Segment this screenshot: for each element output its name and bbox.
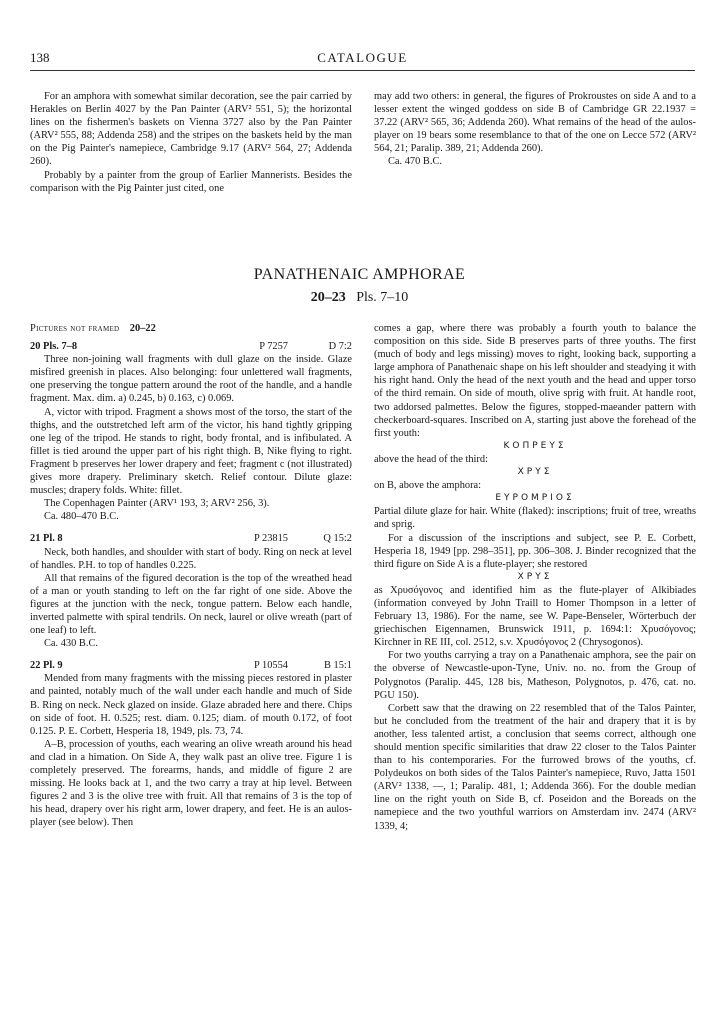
entry-label: 21 Pl. 8 (30, 533, 63, 545)
section-subtitle (0, 290, 719, 306)
inscription: ΚΟΠΡΕΥΣ (503, 440, 567, 451)
running-title: CATALOGUE (317, 50, 408, 65)
group-range: 20–22 (129, 323, 156, 334)
paragraph: Mended from many fragments with the missing pieces restored in plaster and painted, notably much of the wall under each handle and much of Side B. Ring on neck. Neck glazed on inside. Glaze abraded here and there. Chips on side of foot. H. 0.525; rest. diam. 0.125; diam. of mouth 0.172, of foot 0.125. P. E. Corbett, Hesperia 18, 1949, pls. 73, 74. (30, 673, 352, 737)
running-head (30, 50, 695, 71)
paragraph: For a discussion of the inscriptions and subject, see P. E. Corbett, Hesperia 18, 1949 [pp. 298–351], pp. 306–308. J. Binder recognized that the third figure on Side A is a flute-player; she restored (374, 532, 696, 570)
deposit: B 15:1 (323, 660, 352, 672)
top-left-column (30, 90, 352, 195)
paragraph: as Χρυσόγονος and identified him as the flute-player of Alkibiades (information conveyed by John Traill to Homer Thompson in a letter of February 13, 1986). For the name, see W. Pape-Benseler, Wörterbuch der griechischen Eigennamen, Brunswick 1911, p. 1694:1: Χρυσόγονος; Kirchner in RE III, col. 2512, s.v. Χρυσόγονος 2 (Chrysogonos). (374, 584, 696, 649)
date-line: Ca. 470 B.C. (388, 156, 442, 168)
inventory-number: P 23815 (254, 533, 288, 545)
paragraph: Probably by a painter from the group of Earlier Mannerists. Besides the comparison with the Pig Painter just cited, one (30, 169, 352, 194)
section-title: PANATHENAIC AMPHORAE (253, 266, 466, 283)
paragraph: comes a gap, where there was probably a fourth youth to balance the composition on this side. Side B preserves parts of three youths. The first (much of body and legs missing) moves to right, looking back, supporting a large amphora of Panathenaic shape on his left shoulder and steadying it with his right hand. Only the head of the next youth and the head and upper torso of the third remain. On side of mouth, olive sprig with fruit. At handle root, two addorsed palmettes. Below the figures, stopped-maeander pattern with checkerboard-squares. Inscribed on A, starting just above the forehead of the first youth: (374, 323, 696, 439)
entry-label: 20 Pls. 7–8 (30, 341, 78, 353)
group-heading (30, 322, 352, 335)
inventory-number: P 10554 (254, 660, 288, 672)
paragraph: A–B, procession of youths, each wearing an olive wreath around his head and clad in a himation. On Side A, they walk past an olive tree. Figure 1 is completely preserved. The forearms, hands, and middle of figure 2 are missing. He looks back at 1, and the two carry a tray at hip level. Between figures 2 and 3 is the olive tree with fruit. All that remains of 3 is the top of his head, drapery over his right arm, lower drapery, and feet. He is an aulos-player (see below). Then (30, 738, 352, 829)
group-heading-text: Pictures not framed (30, 323, 120, 334)
right-column (374, 322, 696, 833)
inscription: ΧΡΥΣ (517, 467, 553, 478)
inventory-number: P 7257 (259, 341, 288, 353)
deposit: D 7:2 (328, 341, 352, 353)
paragraph: Neck, both handles, and shoulder with start of body. Ring on neck at level of handles. P.H. to top of handles 0.225. (30, 546, 352, 571)
paragraph: For an amphora with somewhat similar decoration, see the pair carried by Herakles on Berlin 4027 by the Pan Painter (ARV² 551, 5); the horizontal lines on the fishermen's baskets on Vienna 3727 also by the Pan Painter (ARV² 555, 88; Addenda 258) and the stripes on the baskets held by the man on the Pig Painter's namepiece, Cambridge 9.17 (ARV² 564, 27; Addenda 260). (30, 91, 352, 168)
paragraph: may add two others: in general, the figures of Prokroustes on side A and to a lesser extent the winged goddess on side B of Cambridge GR 22.1937 = 37.22 (ARV² 565, 36; Addenda 260). What remains of the head of the aulos-player on 19 bears some resemblance to that of the one on Lecce 572 (ARV² 564, 21; Paralip. 389, 21; Addenda 260). (374, 91, 696, 155)
top-right-column (374, 90, 696, 169)
date-line: Ca. 430 B.C. (44, 638, 98, 650)
paragraph: above the head of the third: (374, 453, 488, 465)
section-range: 20–23 (310, 290, 346, 305)
page-number: 138 (30, 50, 50, 65)
section-plates: Pls. 7–10 (356, 290, 409, 305)
paragraph: Three non-joining wall fragments with dull glaze on the inside. Glaze misfired greenish in places. Also belonging: four unlettered wall fragments, one preserving the tongue pattern around the root of the handle, and a handle fragment. Max. dim. a) 0.245, b) 0.163, c) 0.069. (30, 354, 352, 405)
paragraph: All that remains of the figured decoration is the top of the wreathed head of a man or youth standing to left on the far right of one side. Above the figures at the junction with the neck, tongue pattern. Below each handle, inverted palmette with spiral tendrils. On neck, laurel or olive wreath (part of one leaf) to left. (30, 572, 352, 637)
entry-label: 22 Pl. 9 (30, 660, 63, 672)
entry-header-22 (30, 659, 352, 672)
entry-header-21 (30, 532, 352, 545)
paragraph: Corbett saw that the drawing on 22 resembled that of the Talos Painter, but he concluded from the treatment of the hair and drapery that it is by another, less talented artist, a conclusion that seems correct, although one should mention specific similarities that draw 22 closer to the Talos Painter than to his contemporaries. For the furrowed brows of the youths, cf. Polydeukos on both sides of the Talos Painter's namepiece, Ruvo, Jatta 1501 (ARV² 1338, —, 1; Paralip. 481, 1; Addenda 366). For the double median line on the right youth on Side B, cf. Poseidon and the Boreads on the namepiece and the two youthful warriors on Amsterdam inv. 2474 (ARV² 1339, 4; (374, 702, 696, 832)
paragraph: Partial dilute glaze for hair. White (flaked): inscriptions; fruit of tree, wreaths and sprig. (374, 506, 696, 531)
inscription: ΕΥΡΟΜΡΙΟΣ (495, 493, 575, 504)
inscription: ΧΡΥΣ (517, 571, 553, 582)
paragraph: For two youths carrying a tray on a Panathenaic amphora, see the pair on the obverse of Newcastle-upon-Tyne, Univ. no. no. from the Group of Polygnotos (Paralip. 445, 128 bis, Matheson, Polygnotos, p. 476, cat. no. PGU 150). (374, 650, 696, 701)
attribution: The Copenhagen Painter (ARV¹ 193, 3; ARV² 256, 3). (44, 498, 270, 510)
paragraph: on B, above the amphora: (374, 480, 482, 492)
entry-header-20 (30, 340, 352, 353)
deposit: Q 15:2 (323, 533, 352, 545)
date-line: Ca. 480–470 B.C. (44, 511, 119, 523)
left-column (30, 322, 352, 829)
paragraph: A, victor with tripod. Fragment a shows most of the torso, the start of the thighs, and the outstretched left arm of the victor, his hand tightly gripping one leg of the tripod. He stands to right, body frontal, and is infibulated. A fillet is tied around the upper part of his right thigh. B, Nike flying to right. Fragment b preserves her lower drapery and feet; fragment c (not illustrated) gives more drapery. Preliminary sketch. Relief contour. Dilute glaze: muscles; drapery folds. White: fillet. (30, 406, 352, 497)
